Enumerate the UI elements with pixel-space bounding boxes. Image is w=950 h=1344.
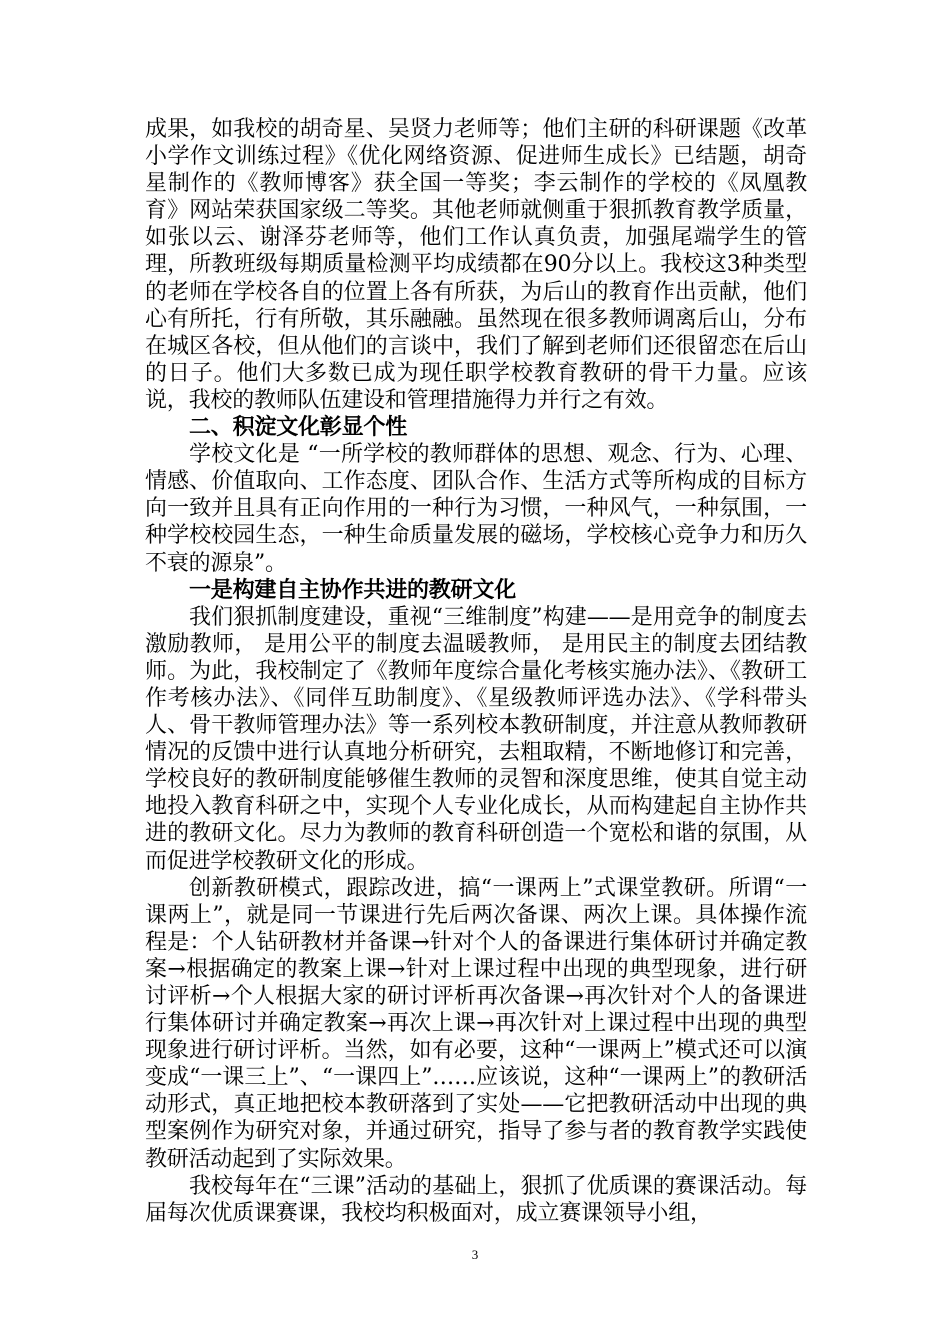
section-heading-culture: 二、积淀文化彰显个性	[189, 414, 408, 441]
paragraph-system-building: 我们狠抓制度建设，重视“三维制度”构建——是用竞争的制度去激励教师， 是用公平的制度去温暖教师， 是用民主的制度去团结教师。为此，我校制定了《教师年度综合量化考核实施办法》、《教研工作考核办法》、《同伴互助制度》、《星级教师评选办法》、《学科带头人、骨干教师管理办法》等一系列校本教研制度，并注意从教师教研情况的反馈中进行认真地分析研究，去粗取精，不断地修订和完善，学校良好的教研制度能够催生教师的灵智和深度思维，使其自觉主动地投入教育科研之中，实现个人专业化成长，从而构建起自主协作共进的教研文化。尽力为教师的教育科研创造一个宽松和谐的氛围，从而促进学校教研文化的形成。	[145, 604, 807, 874]
paragraph-quality-lesson-contest: 我校每年在“三课”活动的基础上，狠抓了优质课的赛课活动。每届每次优质课赛课，我校均积极面对，成立赛课领导小组，	[145, 1173, 807, 1226]
document-page	[145, 116, 807, 1227]
subsection-heading-research-culture: 一是构建自主协作共进的教研文化	[189, 576, 517, 603]
page-number: 3	[471, 1247, 479, 1262]
paragraph-teaching-research-model: 创新教研模式，跟踪改进，搞“一课两上”式课堂教研。所谓“一课两上”，就是同一节课进行先后两次备课、两次上课。具体操作流程是：个人钻研教材并备课→针对个人的备课进行集体研讨并确定教案→根据确定的教案上课→针对上课过程中出现的典型现象，进行研讨评析→个人根据大家的研讨评析再次备课→再次针对个人的备课进行集体研讨并确定教案→再次上课→再次针对上课过程中出现的典型现象进行研讨评析。当然，如有必要，这种“一课两上”模式还可以演变成“一课三上”、“一课四上”……应该说，这种“一课两上”的教研活动形式，真正地把校本教研落到了实处——它把教研活动中出现的典型案例作为研究对象，并通过研究，指导了参与者的教育教学实践使教研活动起到了实际效果。	[145, 875, 807, 1172]
paragraph-teacher-achievements: 成果，如我校的胡奇星、吴贤力老师等；他们主研的科研课题《改革小学作文训练过程》《优化网络资源、促进师生成长》已结题，胡奇星制作的《教师博客》获全国一等奖；李云制作的学校的《凤凰教育》网站荣获国家级二等奖。其他老师就侧重于狠抓教育教学质量，如张以云、谢泽芬老师等，他们工作认真负责，加强尾端学生的管理，所教班级每期质量检测平均成绩都在90分以上。我校这3种类型的老师在学校各自的位置上各有所获，为后山的教育作出贡献，他们心有所托，行有所敬，其乐融融。虽然现在很多教师调离后山，分布在城区各校，但从他们的言谈中，我们了解到老师们还很留恋在后山的日子。他们大多数已成为现任职学校教育教研的骨干力量。应该说，我校的教师队伍建设和管理措施得力并行之有效。	[145, 117, 807, 413]
paragraph-school-culture-definition: 学校文化是 “一所学校的教师群体的思想、观念、行为、心理、情感、价值取向、工作态度、团队合作、生活方式等所构成的目标方向一致并且具有正向作用的一种行为习惯，一种风气，一种氛围，一种学校校园生态，一种生命质量发展的磁场，学校核心竞争力和历久不衰的源泉”。	[145, 442, 807, 576]
